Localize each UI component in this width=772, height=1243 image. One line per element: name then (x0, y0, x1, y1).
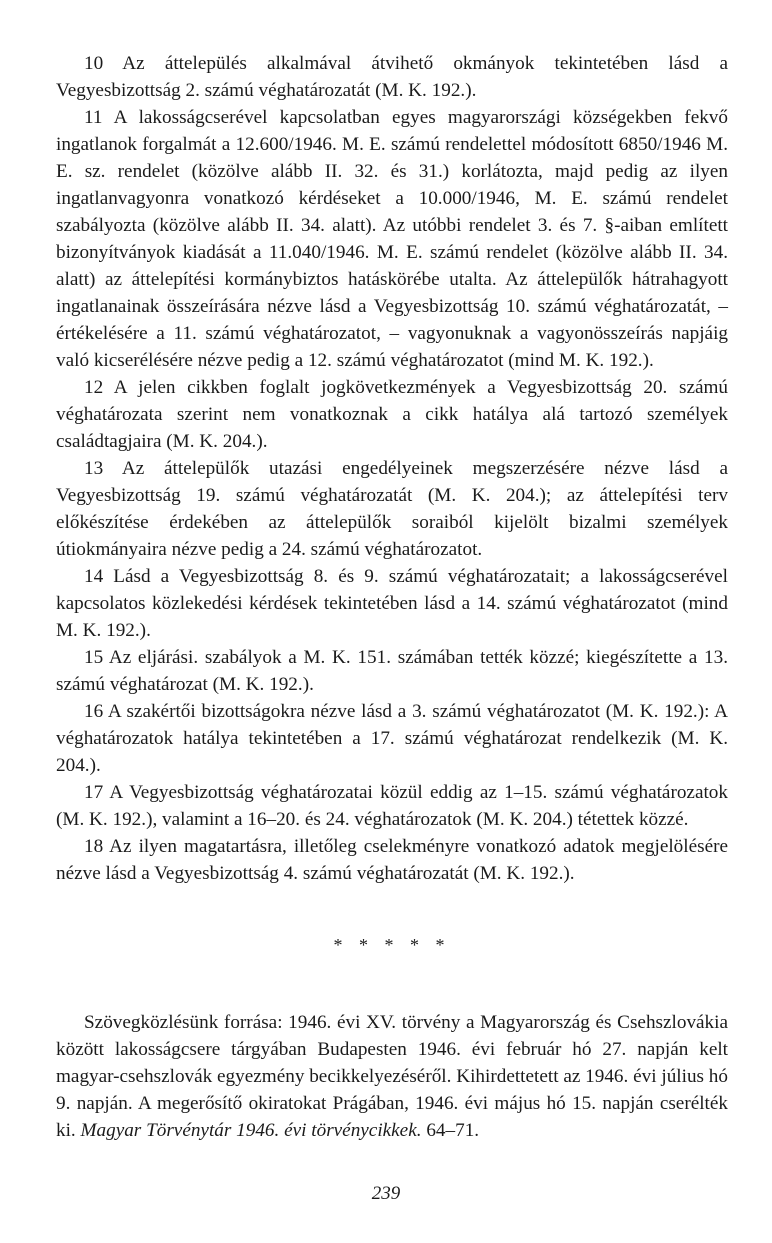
footnote-13: 13 Az áttelepülők utazási engedélyeinek megszerzésére nézve lásd a Vegyesbizottság 19. számú véghatározatát (M. K. 204.); az áttelepítési terv előkészítése érdekében az áttelepülők soraiból kijelölt bizalmi személyek útiokmányaira nézve pedig a 24. számú véghatározatot. (56, 458, 728, 560)
footnote-14: 14 Lásd a Vegyesbizottság 8. és 9. számú véghatározatait; a lakosságcserével kapcsolatos közlekedési kérdések tekintetében lásd a 14. számú véghatározatot (mind M. K. 192.). (56, 566, 728, 641)
page-number: 239 (371, 1183, 401, 1204)
section-separator: * * * * * (333, 935, 451, 955)
source-pages: 64–71. (421, 1120, 480, 1141)
footnote-17: 17 A Vegyesbizottság véghatározatai közül eddig az 1–15. számú véghatározatok (M. K. 192.), valamint a 16–20. és 24. véghatározatok (M. K. 204.) tétettek közzé. (56, 782, 728, 830)
page-body (56, 50, 728, 1163)
footnotes (56, 50, 728, 887)
footnote-12: 12 A jelen cikkben foglalt jogkövetkezmények a Vegyesbizottság 20. számú véghatározata szerint nem vonatkoznak a cikk hatálya alá tartozó személyek családtagjaira (M. K. 204.). (56, 377, 728, 452)
footnote-18: 18 Az ilyen magatartásra, illetőleg cselekményre vonatkozó adatok megjelölésére nézve lásd a Vegyesbizottság 4. számú véghatározatát (M. K. 192.). (56, 836, 728, 884)
footnote-10: 10 Az áttelepülés alkalmával átvihető okmányok tekintetében lásd a Vegyesbizottság 2. számú véghatározatát (M. K. 192.). (56, 53, 728, 101)
source-citation: Magyar Törvénytár 1946. évi törvénycikkek. (80, 1120, 422, 1141)
footnote-15: 15 Az eljárási. szabályok a M. K. 151. számában tették közzé; kiegészítette a 13. számú véghatározat (M. K. 192.). (56, 647, 728, 695)
footnote-16: 16 A szakértői bizottságokra nézve lásd a 3. számú véghatározatot (M. K. 192.): A véghatározatok hatálya tekintetében a 17. számú véghatározat rendelkezik (M. K. 204.). (56, 701, 728, 776)
footnote-11: 11 A lakosságcserével kapcsolatban egyes magyarországi községekben fekvő ingatlanok forgalmát a 12.600/1946. M. E. számú rendelettel módosított 6850/1946 M. E. sz. rendelet (közölve alább II. 32. és 31.) korlátozta, majd pedig az ilyen ingatlanvagyonra vonatkozó kérdéseket a 10.000/1946, M. E. számú rendelet szabályozta (közölve alább II. 34. alatt). Az utóbbi rendelet 3. és 7. §-aiban említett bizonyítványok kiadását a 11.040/1946. M. E. számú rendelet (közölve alább II. 34. alatt) az áttelepítési kormánybiztos hatáskörébe utalta. Az áttelepülők hátrahagyott ingatlanainak összeírására nézve lásd a Vegyesbizottság 10. számú véghatározatát, – értékelésére a 11. számú véghatározatot, – vagyonuknak a vagyonösszeírás napjáig való kicserélésére nézve pedig a 12. számú véghatározatot (mind M. K. 192.). (56, 107, 728, 371)
source-text: Szövegközlésünk forrása: 1946. évi XV. törvény a Magyarország és Csehszlovákia között lakosságcsere tárgyában Budapesten 1946. évi február hó 27. napján kelt magyar-csehszlovák egyezmény becikkelyezéséről. Kihirdettetett az 1946. évi július hó 9. napján. A megerősítő okiratokat Prágában, 1946. évi május hó 15. napján cserélték ki. (56, 1012, 728, 1141)
source-paragraph (56, 1009, 728, 1144)
